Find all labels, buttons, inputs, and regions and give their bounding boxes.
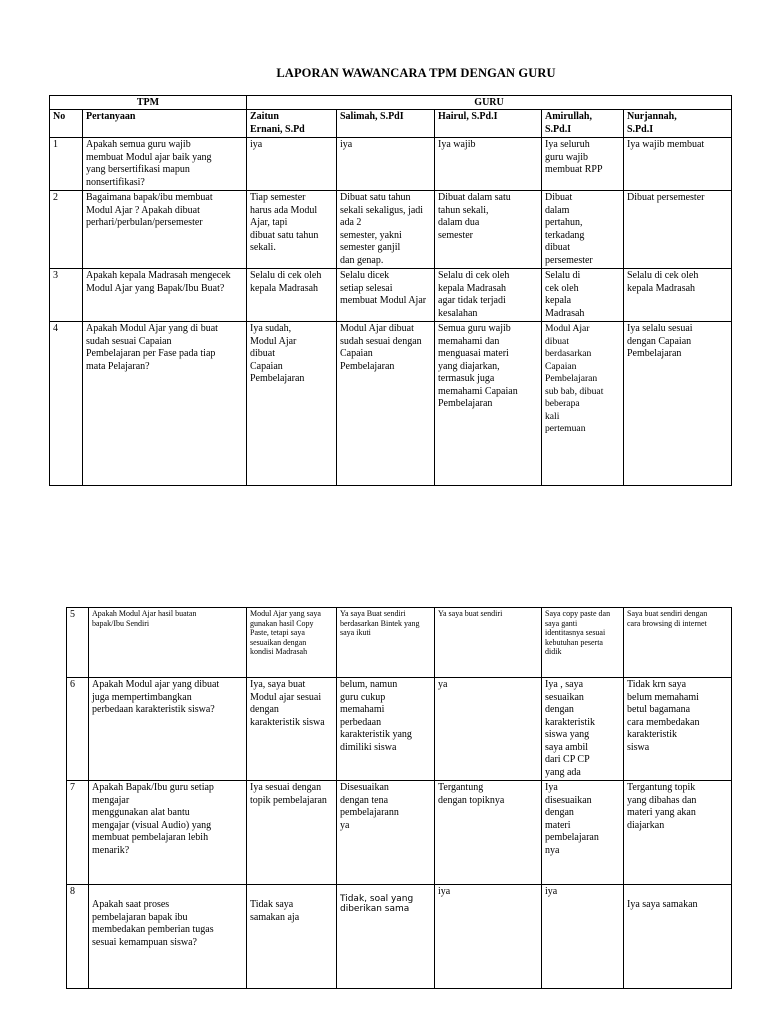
table-row xyxy=(50,191,732,269)
row-number: 4 xyxy=(50,322,83,486)
answer-cell: Disesuaikan dengan tena pembelajarann ya xyxy=(337,781,435,885)
answer-cell: Modul Ajar dibuat sudah sesuai dengan Capaian Pembelajaran xyxy=(337,322,435,486)
row-number: 5 xyxy=(67,608,89,678)
answer-cell: Iya saya samakan xyxy=(624,885,732,989)
table-row xyxy=(67,781,732,885)
answer-cell: Tiap semester harus ada Modul Ajar, tapi dibuat satu tahun sekali. xyxy=(247,191,337,269)
answer-cell: Iya sesuai dengan topik pembelajaran xyxy=(247,781,337,885)
answer-cell: Iya, saya buat Modul ajar sesuai dengan karakteristik siswa xyxy=(247,678,337,781)
answer-cell: Iya wajib membuat xyxy=(624,138,732,191)
answer-cell: Iya , saya sesuaikan dengan karakteristik siswa yang saya ambil dari CP CP yang ada xyxy=(542,678,624,781)
answer-cell: Selalu di cek oleh kepala Madrasah agar tidak terjadi kesalahan xyxy=(435,269,542,322)
answer-cell: ya xyxy=(435,678,542,781)
answer-cell: Iya disesuaikan dengan materi pembelajaran nya xyxy=(542,781,624,885)
document-title: LAPORAN WAWANCARA TPM DENGAN GURU xyxy=(276,66,556,80)
answer-cell: Iya selalu sesuai dengan Capaian Pembelajaran xyxy=(624,322,732,486)
answer-cell: Selalu di cek oleh kepala Madrasah xyxy=(247,269,337,322)
question-cell: Apakah saat proses pembelajaran bapak ibu membedakan pemberian tugas sesuai kemampuan siswa? xyxy=(89,885,247,989)
answer-cell: Dibuat dalam satu tahun sekali, dalam dua semester xyxy=(435,191,542,269)
table-row xyxy=(67,608,732,678)
table-row xyxy=(50,138,732,191)
answer-cell: iya xyxy=(247,138,337,191)
answer-cell: Iya wajib xyxy=(435,138,542,191)
table-row xyxy=(50,322,732,486)
interview-table-page1 xyxy=(49,95,732,486)
question-cell: Apakah semua guru wajib membuat Modul ajar baik yang yang bersertifikasi mapun nonsertifikasi? xyxy=(83,138,247,191)
answer-cell: iya xyxy=(337,138,435,191)
answer-cell: Dibuat persemester xyxy=(624,191,732,269)
header-guru: GURU xyxy=(247,96,732,110)
answer-cell: Selalu di cek oleh kepala Madrasah xyxy=(624,269,732,322)
answer-cell: Selalu dicek setiap selesai membuat Modul Ajar xyxy=(337,269,435,322)
answer-cell: Iya seluruh guru wajib membuat RPP xyxy=(542,138,624,191)
question-cell: Apakah Modul Ajar yang di buat sudah sesuai Capaian Pembelajaran per Fase pada tiap mata Pelajaran? xyxy=(83,322,247,486)
header-teacher-zaitun: Zaitun Ernani, S.Pd xyxy=(247,110,337,138)
answer-cell: Saya buat sendiri dengan cara browsing di internet xyxy=(624,608,732,678)
question-cell: Apakah kepala Madrasah mengecek Modul Ajar yang Bapak/Ibu Buat? xyxy=(83,269,247,322)
header-teacher-hairul: Hairul, S.Pd.I xyxy=(435,110,542,138)
header-teacher-amirullah: Amirullah, S.Pd.I xyxy=(542,110,624,138)
answer-cell: Ya saya buat sendiri xyxy=(435,608,542,678)
question-cell: Apakah Modul ajar yang dibuat juga mempertimbangkan perbedaan karakteristik siswa? xyxy=(89,678,247,781)
answer-cell: Selalu di cek oleh kepala Madrasah xyxy=(542,269,624,322)
question-cell: Apakah Bapak/Ibu guru setiap mengajar menggunakan alat bantu mengajar (visual Audio) yang membuat pembelajaran lebih menarik? xyxy=(89,781,247,885)
header-teacher-nurjannah: Nurjannah, S.Pd.I xyxy=(624,110,732,138)
answer-cell: Tidak, soal yang diberikan sama xyxy=(337,885,435,989)
row-number: 3 xyxy=(50,269,83,322)
question-cell: Apakah Modul Ajar hasil buatan bapak/Ibu Sendiri xyxy=(89,608,247,678)
answer-cell: Modul Ajar dibuat berdasarkan Capaian Pembelajaran sub bab, dibuat beberapa kali pertemuan xyxy=(542,322,624,486)
answer-cell: Modul Ajar yang saya gunakan hasil Copy Paste, tetapi saya sesuaikan dengan kondisi Madrasah xyxy=(247,608,337,678)
answer-cell: iya xyxy=(435,885,542,989)
answer-cell: Dibuat satu tahun sekali sekaligus, jadi ada 2 semester, yakni semester ganjil dan genap. xyxy=(337,191,435,269)
row-number: 7 xyxy=(67,781,89,885)
interview-table-page2 xyxy=(66,607,732,989)
row-number: 6 xyxy=(67,678,89,781)
answer-cell: Tidak krn saya belum memahami betul bagamana cara membedakan karakteristik siswa xyxy=(624,678,732,781)
table-row xyxy=(67,678,732,781)
table-row xyxy=(50,269,732,322)
answer-cell: Ya saya Buat sendiri berdasarkan Bintek yang saya ikuti xyxy=(337,608,435,678)
answer-cell: belum, namun guru cukup memahami perbedaan karakteristik yang dimiliki siswa xyxy=(337,678,435,781)
table-row xyxy=(67,885,732,989)
answer-cell: Semua guru wajib memahami dan menguasai materi yang diajarkan, termasuk juga memahami Capaian Pembelajaran xyxy=(435,322,542,486)
row-number: 8 xyxy=(67,885,89,989)
row-number: 1 xyxy=(50,138,83,191)
header-pertanyaan: Pertanyaan xyxy=(83,110,247,138)
question-cell: Bagaimana bapak/ibu membuat Modul Ajar ? Apakah dibuat perhari/perbulan/persemester xyxy=(83,191,247,269)
answer-cell: Saya copy paste dan saya ganti identitasnya sesuai kebutuhan peserta didik xyxy=(542,608,624,678)
answer-cell: Dibuat dalam pertahun, terkadang dibuat persemester xyxy=(542,191,624,269)
header-teacher-salimah: Salimah, S.PdI xyxy=(337,110,435,138)
answer-cell: iya xyxy=(542,885,624,989)
answer-cell: Iya sudah, Modul Ajar dibuat Capaian Pembelajaran xyxy=(247,322,337,486)
answer-cell: Tergantung topik yang dibahas dan materi yang akan diajarkan xyxy=(624,781,732,885)
header-tpm: TPM xyxy=(50,96,247,110)
header-no: No xyxy=(50,110,83,138)
answer-cell: Tidak saya samakan aja xyxy=(247,885,337,989)
row-number: 2 xyxy=(50,191,83,269)
answer-cell: Tergantung dengan topiknya xyxy=(435,781,542,885)
